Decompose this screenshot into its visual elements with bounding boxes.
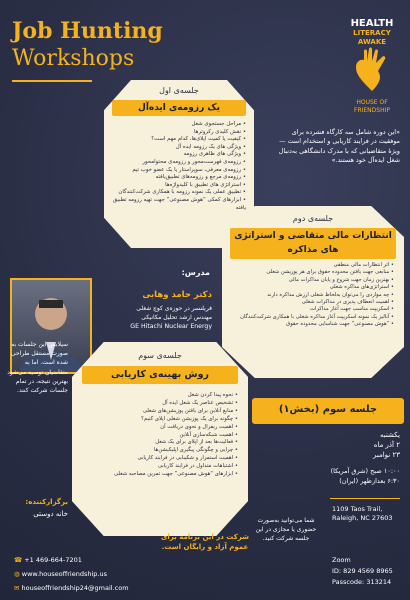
organizer-name: خانه دوستی (33, 510, 68, 518)
zoom-passcode[interactable]: Passcode: 313214 (332, 578, 392, 586)
session2-item: • اثر انتظارات مالی منطقی (333, 262, 394, 268)
teacher-line2: مهندس ارشد تحلیل مکانیکی (141, 314, 212, 321)
session1-item: • مراحل جستجوی شغل (191, 121, 246, 127)
phone-row[interactable] (14, 556, 82, 564)
session1-item: • کیفیت یا کمیت اپلای‌ها، کدام مهم است؟ (151, 136, 246, 143)
event-date-fa: ۲ آذر ماه (373, 441, 400, 449)
logo-word2: LITERACY (353, 29, 391, 37)
session1-item: • رزومه‌ی معرفی، سوپراستار یا یک عضو خوب تیم (132, 166, 246, 173)
session2-item: • آنالیز یک نمونه اسکریپت آغاز مذاکره شغلی با همکاری شرکت‌کنندگان (240, 313, 394, 320)
session1-item: • نقش کلیدی رکروترها (193, 128, 246, 135)
phone-icon: ☎ (14, 556, 23, 564)
session3-item: • فعالیت‌ها بعد از اپلای برای یک شغل (155, 439, 238, 446)
session3-item: • منابع آنلاین برای یافتن پوزیشن‌های شغلی (142, 407, 238, 414)
title-line2: Workshops (12, 46, 135, 71)
event-divider (330, 498, 400, 499)
phone-number: +1 469-664-7201 (24, 556, 82, 564)
session3-item: • ابزارهای “هوش مصنوعی” جهت تمرین مصاحبه شغلی (114, 471, 238, 478)
session1-item: • استراتژی های تطبیق با کلیدواژه‌ها (165, 181, 246, 188)
session1-item: • تطبیق عملی یک نمونه رزومه با همکاری شرکت‌کنندگان (118, 189, 246, 196)
logo-word3: AWAKE (357, 38, 387, 46)
session2-item: • “هوش مصنوعی” جهت شناسایی محدوده حقوق (286, 321, 394, 328)
session2-item: • اسکریپت مناسب جهت آغاز مذاکرات (310, 306, 394, 313)
logo-caption: HOUSE OF FRIENDSHIP (354, 99, 390, 114)
attendance-note: شما می‌توانید به‌صورت حضوری یا مجازی در این جلسه شرکت کنید. (255, 517, 317, 542)
session1-item: • ابزارهای کمکی “هوش مصنوعی” جهت تهیه رزومه تطبیق یافته (112, 196, 246, 211)
email-link: houseoffriendship24@gmail.com (21, 584, 129, 592)
teacher-line1: فریلنسر در حوزه‌ی کوچ شغلی (136, 305, 212, 312)
session3-item: • تشخیص عناصر یک شغل ایده آل (162, 399, 238, 406)
event-date-en: ۲۳ نوامبر (373, 451, 400, 459)
session3-item: • اهمیت استمرار و شکیبایی در فرایند کاریابی (137, 455, 238, 462)
zoom-label: Zoom (332, 556, 351, 564)
email-icon: ✉ (14, 584, 20, 592)
organizer-label: برگزارکننده: (25, 498, 68, 506)
session2-label: جلسه‌ی دوم (292, 214, 334, 223)
session1-item: • ویژگی های یک رزومه ایده آل (175, 143, 246, 150)
session1-item: • رزومه‌ی فهرست‌محور و رزومه‌ی محتوامحور (142, 158, 246, 165)
intro-text: «این دوره شامل سه کارگاه فشرده برای موفقیت در فرایند کاریابی و استخدام است — ویژهٔ متقاضیانی که با مدرک دانشگاهی به‌دنبال شغل ایده‌آل خود هستند.» (278, 128, 400, 165)
event-time-us: ۱۰:۰۰ صبح (شرق آمریکا) (330, 467, 400, 475)
session3-label: جلسه‌ی سوم (138, 351, 182, 360)
globe-icon: ◍ (14, 570, 20, 578)
website-link: www.houseoffriendship.us (21, 570, 107, 578)
website-row[interactable] (14, 570, 107, 578)
session3-list (82, 392, 238, 479)
teacher-name: دکتر حامد وهابی (142, 290, 212, 300)
title-line1: Job Hunting (12, 18, 163, 44)
teacher-label: مدرس: (181, 268, 210, 277)
session3-item: • اهمیت ریفرال و نحوی دریافت آن (160, 423, 238, 430)
session1-item: • رزومه‌ی مرجع و رزومه‌های تطبیق‌یافته (155, 174, 246, 181)
session2-item: • چه مواردی را می‌توان به‌لحاظ شغلی ارزش مذاکره دارند (267, 291, 394, 298)
event-address1: 1109 Taos Trail, (332, 505, 383, 513)
session1-title: یک رزومه‌ی ایده‌آل (112, 100, 246, 116)
free-note: شرکت در این برنامه برای عموم آزاد و رایگان است. (160, 533, 250, 551)
syllabus-note: سیلابس این جلسات به صورت مستقل طراحی شده است. اما به متقاضیان توصیه می‌شود بهترین نتیجه، در تمام جلسات شرکت کنند. (7, 341, 68, 395)
event-address2: Raleigh, NC 27603 (332, 514, 393, 522)
email-row[interactable] (14, 584, 129, 592)
session1-item: • ویژگی های ظاهری رزومه (183, 151, 246, 158)
session2-item: • اهمیت انعطاف پذیری در مذاکرات شغلی (301, 299, 394, 306)
hand-heart-icon (348, 47, 396, 95)
event-header: جلسه سوم (بخش۱) (278, 404, 378, 415)
session2-item: • استراتژی‌های مذاکره شغلی (329, 284, 394, 291)
session2-item: • منابعی جهت یافتن محدوده حقوق برای هر پوزیشن شغلی (266, 269, 394, 276)
logo (340, 18, 404, 115)
session3-item: • نحوه پیدا کردن شغل (187, 392, 238, 398)
session1-label: جلسه‌ی اول (159, 86, 199, 95)
zoom-id[interactable]: ID: 829 4569 8965 (332, 567, 393, 575)
session3-item: • چرایی و چگونگی پیگیری اپلیکیشن‌ها (153, 447, 238, 454)
session3-item: • چگونه برای یک پوزیشن شغلی اپلای کنیم؟ (141, 415, 238, 422)
session1-list (112, 121, 246, 212)
title-divider (12, 80, 92, 82)
teacher-line3: GE Hitachi Nuclear Energy (130, 323, 212, 330)
session2-title: انتظارات مالی متقاضی و استراتژی های مذاکره (230, 228, 396, 259)
logo-word1: HEALTH (350, 18, 394, 29)
session3-title: روش بهینه‌ی کاریابی (82, 366, 238, 384)
session3-item: • اهمیت شبکه‌سازی آنلاین (179, 431, 238, 438)
session2-item: • بهترین زمان جهت شروع و پایان مذاکرات مالی (288, 276, 394, 283)
session2-list (232, 262, 394, 329)
event-time-ir: ۶:۳۰ بعدازظهر (ایران) (339, 477, 400, 485)
event-day: یکشنبه (379, 431, 400, 439)
session3-item: • اشتباهات متداول در فرایند کاریابی (157, 463, 238, 470)
